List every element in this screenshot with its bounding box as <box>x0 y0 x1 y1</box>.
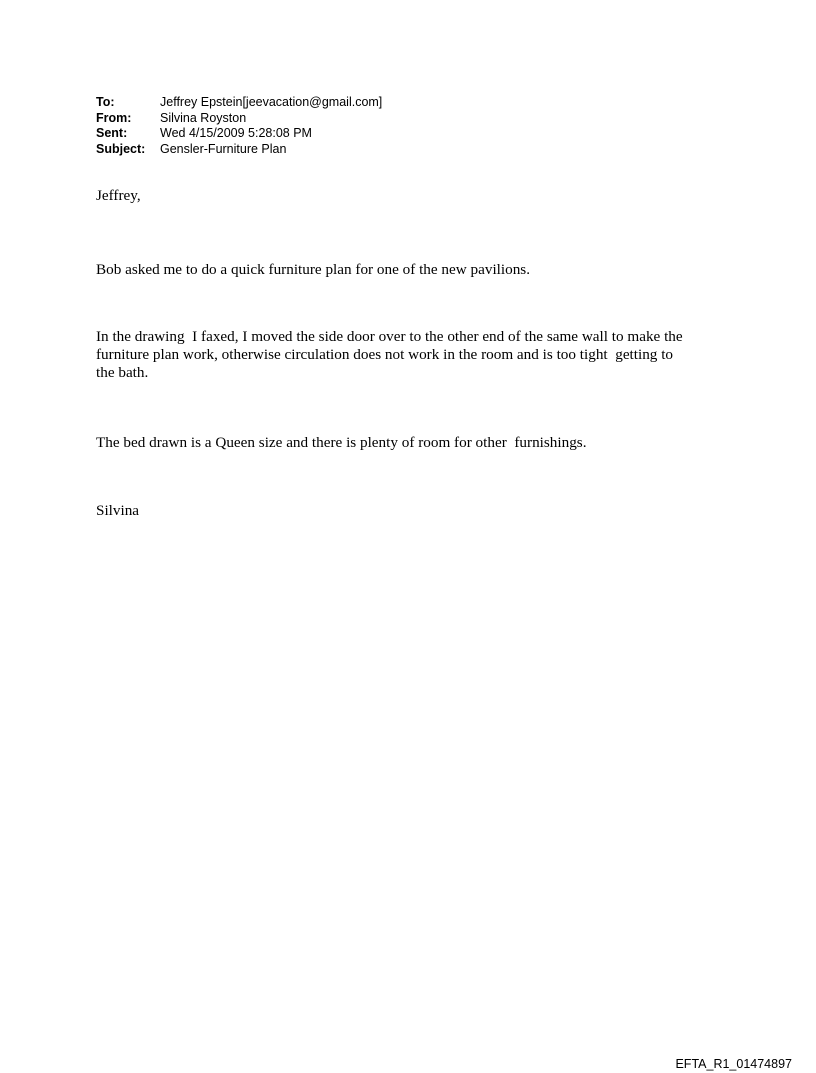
email-paragraph-2: In the drawing I faxed, I moved the side door over to the other end of the same wall to make the furniture plan work, otherwise circulation does not work in the room and is too tight getting to the bath. <box>96 328 683 381</box>
sent-value: Wed 4/15/2009 5:28:08 PM <box>160 126 312 140</box>
from-label: From: <box>96 110 132 125</box>
email-paragraph-1: Bob asked me to do a quick furniture plan for one of the new pavilions. <box>96 261 531 278</box>
email-paragraph-3: The bed drawn is a Queen size and there is plenty of room for other furnishings. <box>96 434 587 451</box>
from-value: Silvina Royston <box>160 110 247 125</box>
email-header <box>96 95 382 157</box>
to-row <box>96 95 382 111</box>
to-label: To: <box>96 95 115 109</box>
email-signoff: Silvina <box>96 502 140 519</box>
from-row <box>96 111 382 127</box>
sent-row <box>96 126 382 142</box>
subject-value: Gensler-Furniture Plan <box>160 141 287 156</box>
document-id-stamp: EFTA_R1_01474897 <box>675 1057 792 1071</box>
sent-label: Sent: <box>96 126 128 140</box>
subject-row <box>96 142 382 158</box>
subject-label: Subject: <box>96 141 146 156</box>
email-greeting: Jeffrey, <box>96 187 141 204</box>
to-value: Jeffrey Epstein[jeevacation@gmail.com] <box>160 95 383 109</box>
